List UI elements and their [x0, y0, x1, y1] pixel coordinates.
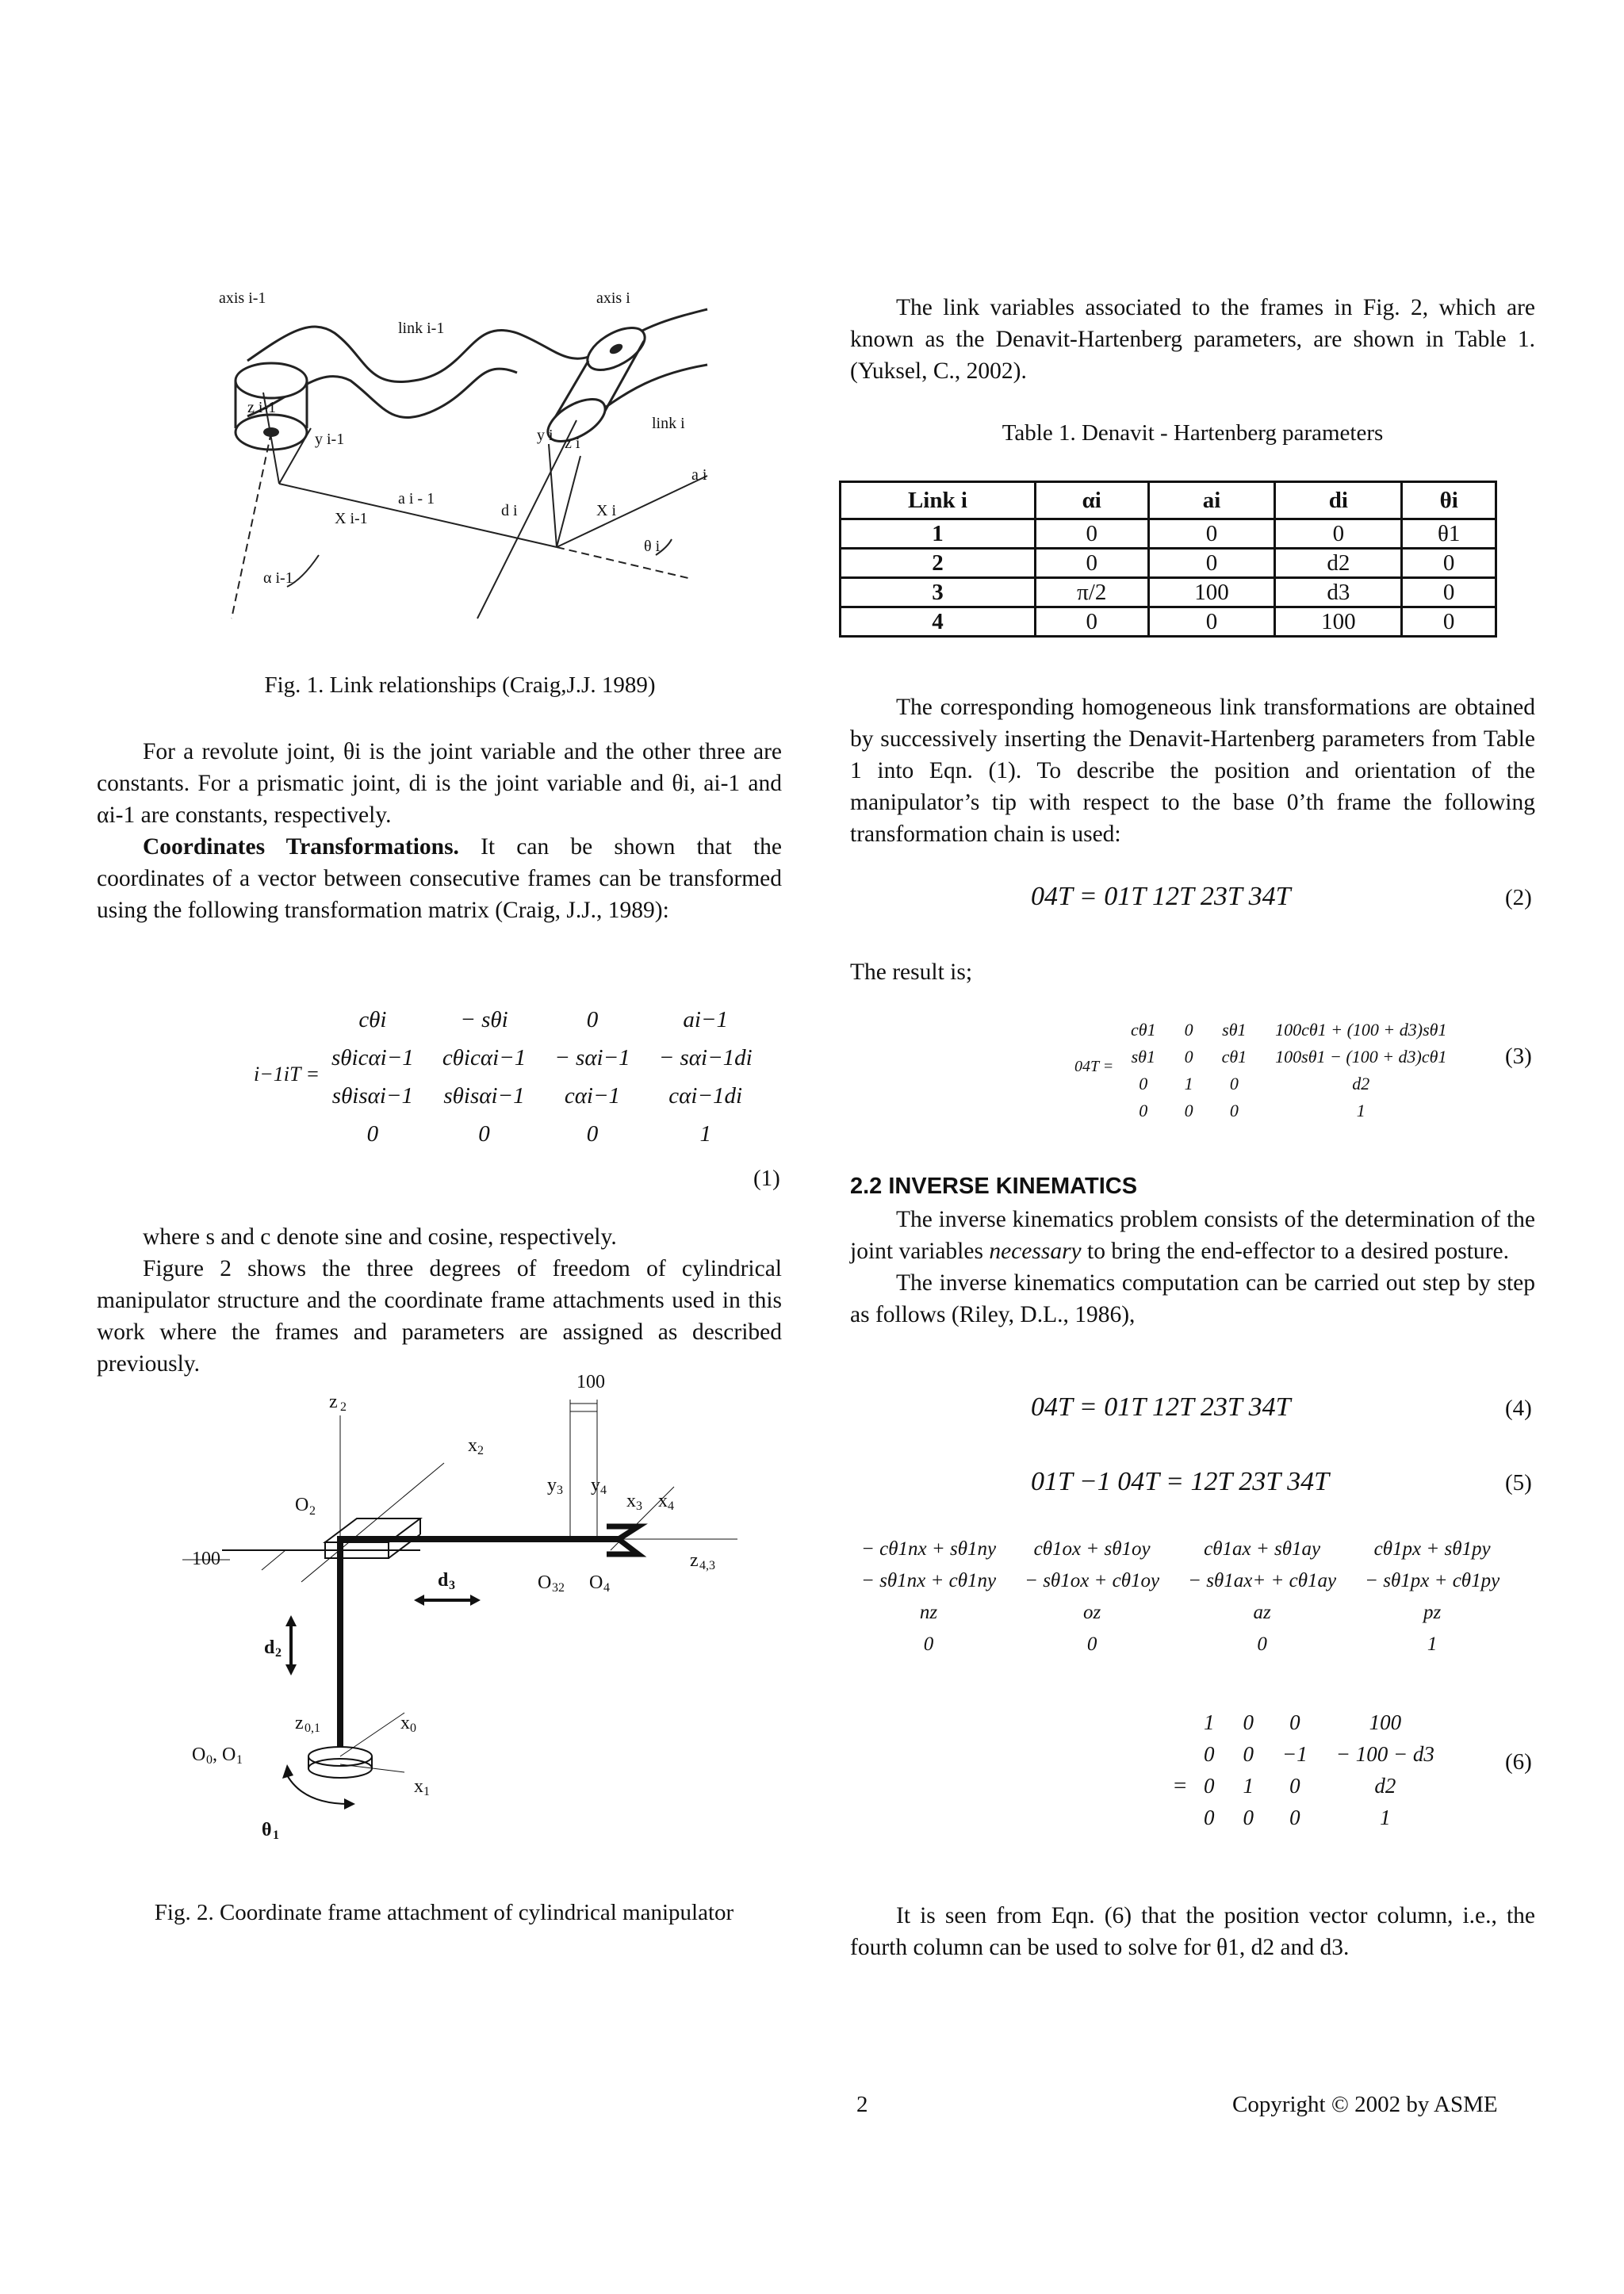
- table-cell: 0: [1402, 549, 1496, 578]
- equation-6-right-matrix-cell: 0: [1289, 1710, 1300, 1734]
- right-paragraph-1: The link variables associated to the frames in Fig. 2, which are known as the Denavit-Hartenberg parameters, are shown in Table 1. (Yuksel, C., 2002).: [850, 295, 1535, 384]
- equation-6-right-matrix-row: [1189, 1738, 1449, 1770]
- svg-text:O: O: [538, 1572, 552, 1593]
- equation-6-right-matrix-cell: 0: [1289, 1773, 1300, 1798]
- equation-6-right-matrix-cell: 0: [1243, 1710, 1254, 1734]
- table-1-title: Table 1. Denavit - Hartenberg parameters: [1002, 420, 1384, 446]
- svg-text:4,3: 4,3: [699, 1559, 715, 1572]
- svg-text:d: d: [438, 1570, 449, 1591]
- svg-text:link i-1: link i-1: [398, 320, 445, 337]
- svg-text:x: x: [468, 1435, 477, 1456]
- equation-6-left-matrix-cell: nz: [919, 1602, 938, 1623]
- page-number: 2: [856, 2092, 868, 2117]
- svg-text:0,1: 0,1: [304, 1721, 320, 1735]
- equation-6-right-matrix-row: [1189, 1706, 1449, 1738]
- left-paragraphs-a: [97, 736, 782, 926]
- equation-3-matrix-cell: 0: [1184, 1020, 1193, 1040]
- equation-3-matrix-cell: 0: [1139, 1101, 1148, 1120]
- equation-6-left-matrix-cell: 0: [923, 1633, 934, 1655]
- equation-1-matrix-cell: sθicαi−1: [331, 1044, 414, 1070]
- equation-1-matrix-cell: ai−1: [683, 1006, 729, 1032]
- right-paragraph-2: The corresponding homogeneous link transformations are obtained by successively inserting the Denavit-Hartenberg parameters from Table 1 into Eqn. (1). To describe the position and orientation of the manipulator’s tip with respect to the base 0’th frame the following transformation chain is used:: [850, 695, 1535, 847]
- svg-text:O: O: [295, 1495, 309, 1515]
- table-cell: 0: [1275, 519, 1402, 549]
- svg-text:a i - 1: a i - 1: [398, 490, 435, 507]
- equation-1-lhs: i−1iT =: [254, 1063, 320, 1086]
- equation-3-lhs: 04T =: [1074, 1058, 1114, 1075]
- svg-text:1: 1: [273, 1829, 279, 1842]
- svg-text:axis i: axis i: [596, 289, 630, 307]
- table-1-header: di: [1275, 482, 1402, 519]
- equation-6-left-matrix-cell: 1: [1427, 1633, 1438, 1655]
- equation-5-number: (5): [1505, 1470, 1532, 1496]
- svg-text:2: 2: [340, 1400, 347, 1414]
- table-row: [841, 578, 1496, 607]
- equation-5: 01T −1 04T = 12T 23T 34T: [1031, 1467, 1329, 1496]
- svg-text:y i: y i: [537, 427, 553, 444]
- equation-3-matrix-cell: cθ1: [1221, 1047, 1247, 1067]
- table-row: [841, 549, 1496, 578]
- svg-text:α i-1: α i-1: [263, 569, 293, 587]
- equation-1-matrix-cell: cθi: [358, 1006, 387, 1032]
- equation-3-matrix-cell: sθ1: [1131, 1047, 1155, 1067]
- equation-1-matrix-row: [317, 1115, 767, 1153]
- equation-1-matrix-cell: 0: [586, 1006, 599, 1032]
- equation-6-right-matrix-row: [1189, 1802, 1449, 1833]
- svg-text:d: d: [264, 1637, 275, 1658]
- equation-6-right-matrix-cell: 0: [1243, 1741, 1254, 1766]
- svg-text:y: y: [591, 1475, 600, 1496]
- table-cell: θ1: [1402, 519, 1496, 549]
- table-cell: 0: [1402, 607, 1496, 637]
- table-cell: 3: [841, 578, 1036, 607]
- table-1-dh-parameters: [839, 481, 1497, 638]
- table-cell: 0: [1035, 519, 1148, 549]
- table-cell: 100: [1275, 607, 1402, 637]
- table-row: [841, 607, 1496, 637]
- equation-3-matrix-cell: 1: [1184, 1074, 1193, 1093]
- svg-text:z i: z i: [565, 435, 580, 452]
- equation-6-left-matrix: [847, 1534, 1514, 1660]
- svg-text:x: x: [626, 1491, 636, 1511]
- equation-6-left-matrix-row: [847, 1597, 1514, 1629]
- table-cell: 100: [1148, 578, 1275, 607]
- svg-text:y: y: [547, 1475, 557, 1496]
- section-heading-inverse-kinematics: 2.2 INVERSE KINEMATICS: [850, 1174, 1138, 1199]
- equation-2: 04T = 01T 12T 23T 34T: [1031, 882, 1291, 911]
- equation-6-left-matrix-cell: − sθ1ox + cθ1oy: [1025, 1570, 1160, 1591]
- equation-6-right-matrix-cell: 0: [1289, 1805, 1300, 1829]
- svg-text:z i-1: z i-1: [247, 399, 277, 416]
- svg-text:2: 2: [275, 1646, 282, 1660]
- svg-text:2: 2: [477, 1444, 484, 1457]
- equation-6-left-matrix-cell: cθ1ox + sθ1oy: [1033, 1538, 1151, 1560]
- equation-6-right-matrix-cell: −1: [1282, 1741, 1308, 1766]
- copyright-notice: Copyright © 2002 by ASME: [1232, 2092, 1498, 2117]
- table-cell: d3: [1275, 578, 1402, 607]
- equation-3-matrix-cell: cθ1: [1131, 1020, 1156, 1040]
- svg-text:z: z: [690, 1550, 699, 1571]
- equation-3-matrix: [1116, 1017, 1461, 1124]
- equation-3-number: (3): [1505, 1044, 1532, 1069]
- equation-6-left-matrix-cell: cθ1px + sθ1py: [1373, 1538, 1491, 1560]
- equation-6-right-matrix-cell: 0: [1243, 1805, 1254, 1829]
- equation-6-right-matrix-cell: − 100 − d3: [1335, 1741, 1434, 1766]
- equation-3-matrix-cell: 0: [1184, 1101, 1193, 1120]
- figure-2-cylindrical-manipulator: [182, 1360, 785, 1852]
- svg-text:3: 3: [636, 1499, 642, 1513]
- table-1-header: Link i: [841, 482, 1036, 519]
- svg-text:2: 2: [309, 1504, 316, 1518]
- svg-text:, O: , O: [213, 1744, 236, 1765]
- equation-1-matrix-row: [317, 1077, 767, 1115]
- table-cell: 4: [841, 607, 1036, 637]
- svg-text:d i: d i: [501, 502, 518, 519]
- equation-6-left-matrix-cell: 0: [1086, 1633, 1097, 1655]
- equation-6-number: (6): [1505, 1749, 1532, 1775]
- table-1-header: ai: [1148, 482, 1275, 519]
- equation-6-right-matrix-cell: 0: [1204, 1773, 1215, 1798]
- equation-1-matrix-cell: 1: [699, 1120, 711, 1147]
- table-cell: 0: [1148, 519, 1275, 549]
- svg-text:O: O: [192, 1744, 206, 1765]
- svg-text:a i: a i: [691, 466, 707, 484]
- svg-text:4: 4: [603, 1581, 610, 1595]
- svg-text:0: 0: [206, 1753, 213, 1767]
- svg-text:θ: θ: [262, 1820, 272, 1840]
- table-cell: 2: [841, 549, 1036, 578]
- svg-text:1: 1: [236, 1753, 243, 1767]
- table-cell: π/2: [1035, 578, 1148, 607]
- equation-3-matrix-row: [1116, 1070, 1461, 1097]
- equation-6-right-matrix-cell: d2: [1374, 1773, 1396, 1798]
- equation-1-matrix-cell: 0: [366, 1120, 379, 1147]
- equation-6-left-matrix-cell: az: [1253, 1602, 1271, 1623]
- svg-text:x: x: [414, 1776, 423, 1797]
- equation-3-matrix-cell: 100cθ1 + (100 + d3)sθ1: [1275, 1020, 1447, 1040]
- equation-6-right-matrix-cell: 1: [1204, 1710, 1215, 1734]
- equation-6-right-matrix-cell: 1: [1380, 1805, 1391, 1829]
- equation-6-right-matrix-cell: 1: [1243, 1773, 1254, 1798]
- equation-1-number: (1): [753, 1166, 780, 1191]
- equation-6-right-matrix: [1189, 1706, 1449, 1833]
- equation-6-left-matrix-cell: − cθ1nx + sθ1ny: [861, 1538, 997, 1560]
- equation-3-matrix-row: [1116, 1044, 1461, 1070]
- right-paragraph-5: It is seen from Eqn. (6) that the position vector column, i.e., the fourth column can be used to solve for θ1, d2 and d3.: [850, 1903, 1535, 1960]
- svg-text:3: 3: [449, 1579, 455, 1592]
- equation-3-matrix-cell: 0: [1229, 1101, 1239, 1120]
- equation-6-right-matrix-cell: 100: [1369, 1710, 1402, 1734]
- svg-text:link i: link i: [652, 415, 685, 432]
- equation-6-left-matrix-cell: 0: [1257, 1633, 1267, 1655]
- equation-6-left-matrix-cell: − sθ1ax+ + cθ1ay: [1188, 1570, 1337, 1591]
- paragraph-coordinate-transformations: Coordinates Transformations. It can be shown that the coordinates of a vector between consecutive frames can be transformed using the following transformation matrix (Craig, J.J., 1989):: [97, 834, 782, 923]
- table-1-header: θi: [1402, 482, 1496, 519]
- table-cell: 0: [1148, 607, 1275, 637]
- svg-text:3: 3: [557, 1484, 563, 1497]
- equation-6-right-matrix-cell: 0: [1204, 1741, 1215, 1766]
- equation-3-matrix-row: [1116, 1097, 1461, 1124]
- paragraph-figure-2-description: Figure 2 shows the three degrees of freedom of cylindrical manipulator structure and the coordinate frame attachments used in this work where the frames and parameters are assigned as described previously.: [97, 1256, 782, 1377]
- svg-text:X i-1: X i-1: [335, 510, 368, 527]
- table-row: [841, 519, 1496, 549]
- equation-6-left-matrix-cell: − sθ1nx + cθ1ny: [861, 1570, 997, 1591]
- equation-3-matrix-cell: 1: [1356, 1101, 1365, 1120]
- equation-3-matrix-cell: sθ1: [1222, 1020, 1247, 1040]
- svg-text:axis i-1: axis i-1: [219, 289, 266, 307]
- svg-text:x: x: [658, 1491, 668, 1511]
- equation-1-matrix: [317, 1001, 767, 1153]
- table-cell: 0: [1035, 549, 1148, 578]
- equation-3-matrix-cell: d2: [1352, 1074, 1370, 1093]
- equation-6-left-matrix-cell: − sθ1px + cθ1py: [1365, 1570, 1500, 1591]
- figure-2-caption: Fig. 2. Coordinate frame attachment of cylindrical manipulator: [154, 1900, 734, 1925]
- left-paragraphs-b: [97, 1221, 782, 1380]
- svg-text:1: 1: [423, 1785, 430, 1798]
- equation-1-matrix-cell: cθicαi−1: [442, 1044, 527, 1070]
- equation-1-matrix-cell: − sθi: [460, 1006, 508, 1032]
- equation-3-matrix-cell: 0: [1139, 1074, 1148, 1093]
- svg-text:100: 100: [576, 1372, 605, 1392]
- equation-6-left-matrix-cell: oz: [1083, 1602, 1101, 1623]
- figure-1-caption: Fig. 1. Link relationships (Craig,J.J. 1989): [264, 672, 656, 698]
- svg-text:O: O: [589, 1572, 603, 1593]
- equation-1-matrix-cell: sθisαi−1: [443, 1082, 525, 1109]
- right-paragraph-3: The inverse kinematics problem consists of the determination of the joint variables necessary to bring the end-effector to a desired posture. The inverse kinematics computation can be carried out step by step as follows (Riley, D.L., 1986),: [850, 1207, 1535, 1327]
- equation-1-matrix-cell: − sαi−1di: [658, 1044, 753, 1070]
- svg-text:4: 4: [600, 1484, 607, 1497]
- equation-1-matrix-cell: cαi−1: [564, 1082, 621, 1109]
- equation-4: 04T = 01T 12T 23T 34T: [1031, 1392, 1291, 1422]
- equation-3-matrix-cell: 0: [1229, 1074, 1239, 1093]
- equation-1-matrix-cell: 0: [478, 1120, 490, 1147]
- figure-1-link-relationships: [216, 285, 723, 634]
- equation-3-matrix-cell: 0: [1184, 1047, 1193, 1067]
- paragraph-sine-cosine: where s and c denote sine and cosine, respectively.: [143, 1224, 617, 1250]
- svg-text:0: 0: [410, 1721, 416, 1735]
- table-cell: 1: [841, 519, 1036, 549]
- svg-text:z: z: [295, 1713, 304, 1733]
- svg-text:32: 32: [552, 1581, 565, 1595]
- equation-3-matrix-row: [1116, 1017, 1461, 1044]
- equation-6-equals: =: [1174, 1773, 1187, 1798]
- equation-1-matrix-cell: sθisαi−1: [331, 1082, 414, 1109]
- table-1-header: αi: [1035, 482, 1148, 519]
- equation-1-matrix-cell: 0: [586, 1120, 599, 1147]
- equation-1-matrix-row: [317, 1039, 767, 1077]
- table-cell: 0: [1035, 607, 1148, 637]
- equation-6-left-matrix-cell: cθ1ax + sθ1ay: [1204, 1538, 1321, 1560]
- svg-text:y i-1: y i-1: [315, 431, 345, 448]
- equation-1-matrix-cell: cαi−1di: [668, 1082, 743, 1109]
- equation-6-left-matrix-row: [847, 1534, 1514, 1565]
- equation-6-right-matrix-cell: 0: [1204, 1805, 1215, 1829]
- equation-4-number: (4): [1505, 1396, 1532, 1421]
- equation-6-left-matrix-cell: pz: [1423, 1602, 1442, 1623]
- table-cell: 0: [1402, 578, 1496, 607]
- coordinates-transformations-heading: Coordinates Transformations.: [143, 834, 459, 860]
- table-cell: 0: [1148, 549, 1275, 578]
- equation-1-matrix-cell: − sαi−1: [554, 1044, 630, 1070]
- equation-1-matrix-row: [317, 1001, 767, 1039]
- svg-text:x: x: [400, 1713, 410, 1733]
- svg-text:4: 4: [668, 1499, 674, 1513]
- svg-text:θ i: θ i: [644, 538, 661, 555]
- equation-6-left-matrix-row: [847, 1629, 1514, 1660]
- equation-3-matrix-cell: 100sθ1 − (100 + d3)cθ1: [1275, 1047, 1447, 1067]
- svg-text:z: z: [329, 1392, 338, 1412]
- result-label: The result is;: [850, 959, 973, 985]
- paragraph-revolute-joint: For a revolute joint, θi is the joint variable and the other three are constants. For a prismatic joint, di is the joint variable and θi, ai-1 and αi-1 are constants, respectively.: [97, 739, 782, 828]
- svg-text:X i: X i: [596, 502, 616, 519]
- equation-6-right-matrix-row: [1189, 1770, 1449, 1802]
- equation-6-left-matrix-row: [847, 1565, 1514, 1597]
- equation-2-number: (2): [1505, 885, 1532, 910]
- table-cell: d2: [1275, 549, 1402, 578]
- svg-text:100: 100: [192, 1549, 220, 1569]
